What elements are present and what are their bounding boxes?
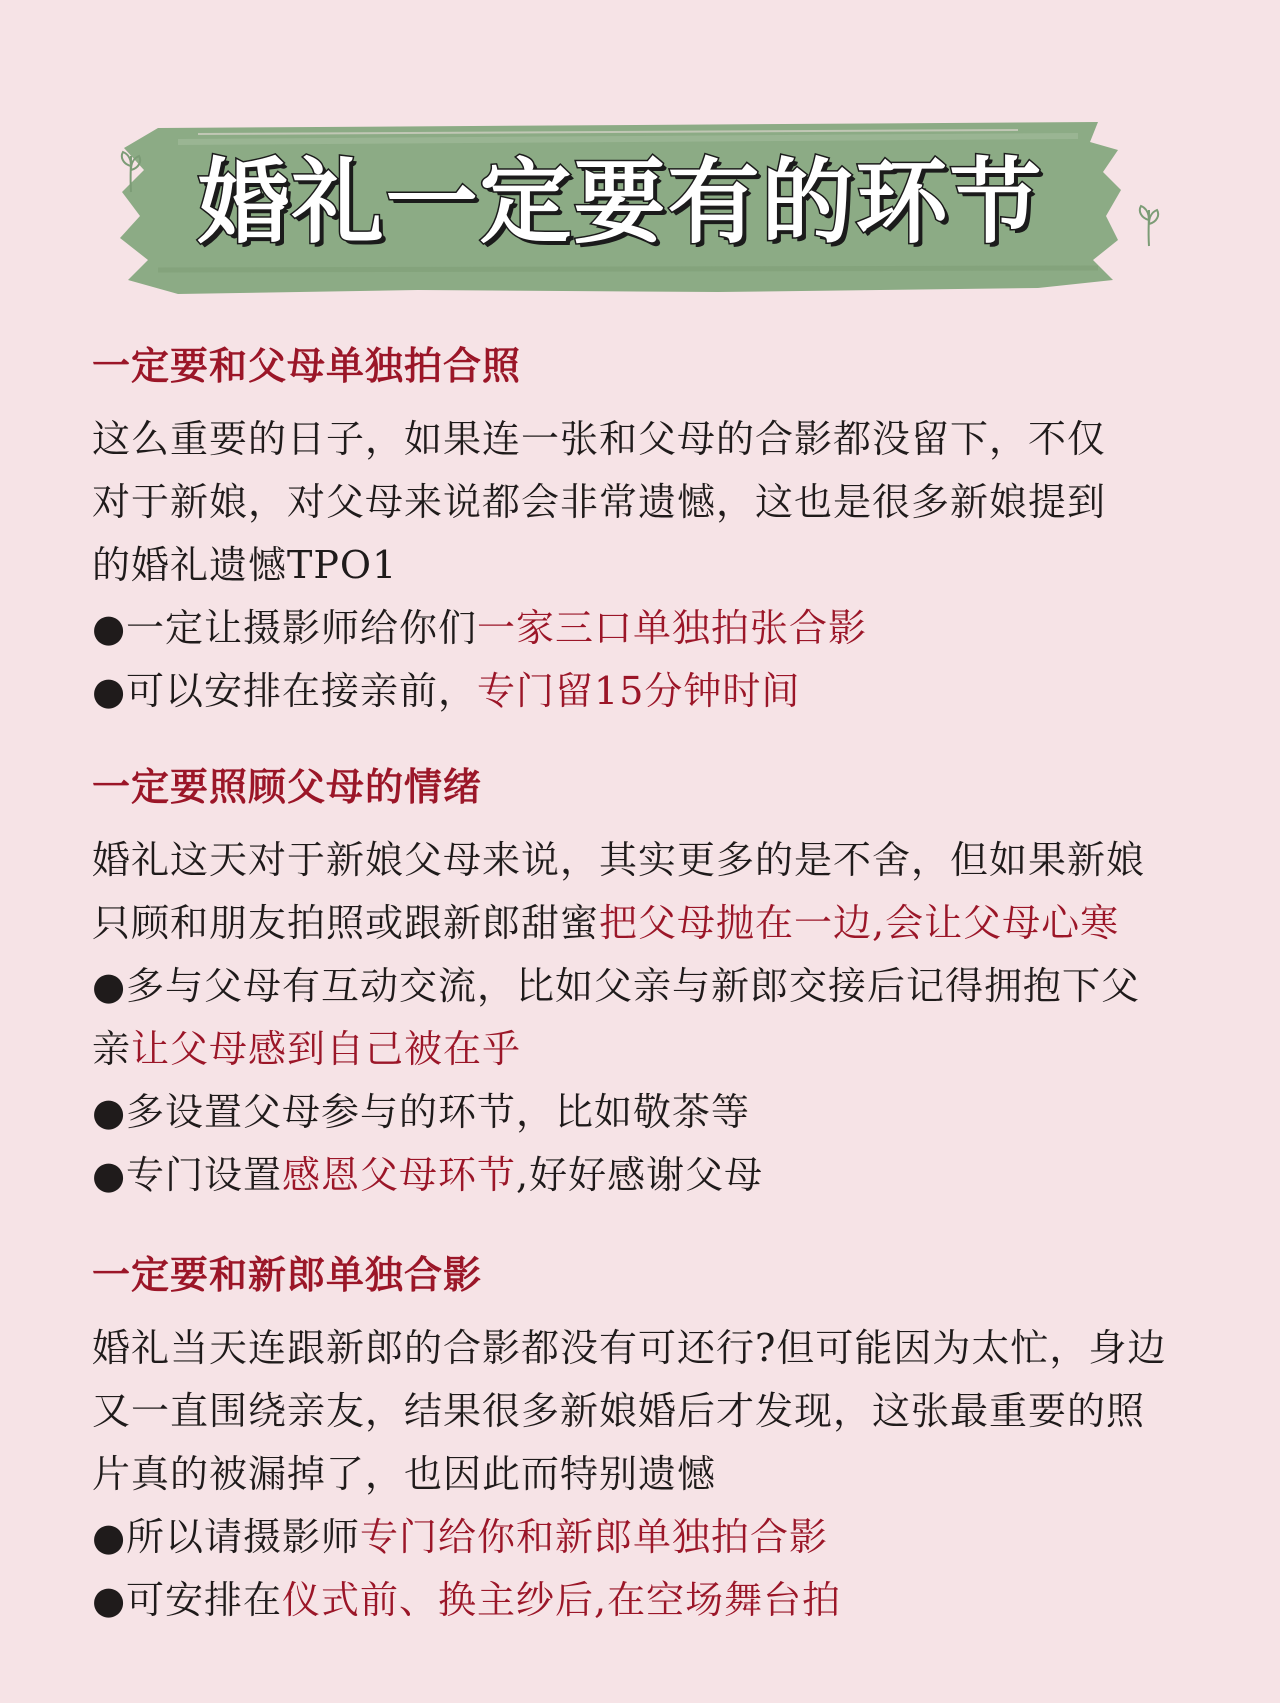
- paragraph-line: [92, 1443, 1212, 1506]
- bullet-dot-icon: ●: [92, 1090, 127, 1134]
- bullet-text: 一定让摄影师给你们: [126, 606, 478, 650]
- leaf-sprig-right-icon: [1132, 202, 1166, 248]
- bullet-highlight: 仪式前、换主纱后,在空场舞台拍: [282, 1578, 842, 1622]
- line-text: 只顾和朋友拍照或跟新郎甜蜜: [92, 901, 600, 945]
- line-text: 对于新娘，对父母来说都会非常遗憾，这也是很多新娘提到: [92, 480, 1107, 524]
- bullet-item: [92, 597, 1212, 660]
- bullet-text: 所以请摄影师: [126, 1515, 361, 1559]
- paragraph-line: [92, 408, 1212, 471]
- bullet-item: [92, 1569, 1212, 1632]
- article-content: [92, 338, 1212, 1672]
- bullet-dot-icon: ●: [92, 669, 127, 713]
- bullet-dot-icon: ●: [92, 1515, 127, 1559]
- section-heading: 一定要和新郎单独合影: [92, 1252, 483, 1297]
- bullet-item: [92, 1506, 1212, 1569]
- bullet-dot-icon: ●: [92, 1153, 127, 1197]
- section-heading: 一定要和父母单独拍合照: [92, 343, 522, 388]
- section-paragraph: [92, 829, 1212, 955]
- paragraph-line: [92, 829, 1212, 892]
- section-heading: 一定要照顾父母的情绪: [92, 764, 483, 809]
- section-parents-emotions: [92, 759, 1212, 1207]
- bullet-item: [92, 955, 1212, 1018]
- bullet-text: 可以安排在接亲前，: [126, 669, 478, 713]
- bullet-text: 多设置父母参与的环节，比如敬茶等: [126, 1090, 751, 1134]
- section-groom-photo: [92, 1247, 1212, 1632]
- bullet-highlight: 专门给你和新郎单独拍合影: [360, 1515, 829, 1559]
- title-banner: [118, 120, 1123, 295]
- bullet-text: 多与父母有互动交流，比如父亲与新郎交接后记得拥抱下父: [126, 964, 1141, 1008]
- line-text: 片真的被漏掉了，也因此而特别遗憾: [92, 1452, 717, 1496]
- page-title: 婚礼一定要有的环节: [197, 149, 1044, 256]
- bullet-highlight: 一家三口单独拍张合影: [477, 606, 868, 650]
- paragraph-line: [92, 892, 1212, 955]
- section-paragraph: [92, 1317, 1212, 1506]
- bullet-text: 可安排在: [126, 1578, 283, 1622]
- bullet-highlight: 让父母感到自己被在乎: [131, 1027, 522, 1071]
- section-parents-photo: [92, 338, 1212, 723]
- bullet-dot-icon: ●: [92, 964, 127, 1008]
- line-text: 这么重要的日子，如果连一张和父母的合影都没留下，不仅: [92, 417, 1107, 461]
- bullet-suffix: ,好好感谢父母: [516, 1153, 764, 1197]
- bullet-highlight: 感恩父母环节: [282, 1153, 517, 1197]
- paragraph-line: [92, 534, 1212, 597]
- line-text: 的婚礼遗憾TPO1: [92, 543, 398, 587]
- bullet-item: [92, 660, 1212, 723]
- bullet-continuation: [92, 1018, 1212, 1081]
- paragraph-line: [92, 1380, 1212, 1443]
- paragraph-line: [92, 1317, 1212, 1380]
- line-text: 又一直围绕亲友，结果很多新娘婚后才发现，这张最重要的照: [92, 1389, 1146, 1433]
- line-text: 婚礼当天连跟新郎的合影都没有可还行?但可能因为太忙，身边: [92, 1326, 1167, 1370]
- bullet-text: 亲: [92, 1027, 132, 1071]
- bullet-highlight: 专门留15分钟时间: [477, 669, 801, 713]
- bullet-dot-icon: ●: [92, 1578, 127, 1622]
- bullet-item: [92, 1081, 1212, 1144]
- paragraph-line: [92, 471, 1212, 534]
- section-paragraph: [92, 408, 1212, 597]
- line-highlight: 把父母抛在一边,会让父母心寒: [599, 901, 1120, 945]
- line-text: 婚礼这天对于新娘父母来说，其实更多的是不舍，但如果新娘: [92, 838, 1146, 882]
- bullet-text: 专门设置: [126, 1153, 283, 1197]
- bullet-item: [92, 1144, 1212, 1207]
- leaf-sprig-left-icon: [114, 148, 148, 194]
- bullet-dot-icon: ●: [92, 606, 127, 650]
